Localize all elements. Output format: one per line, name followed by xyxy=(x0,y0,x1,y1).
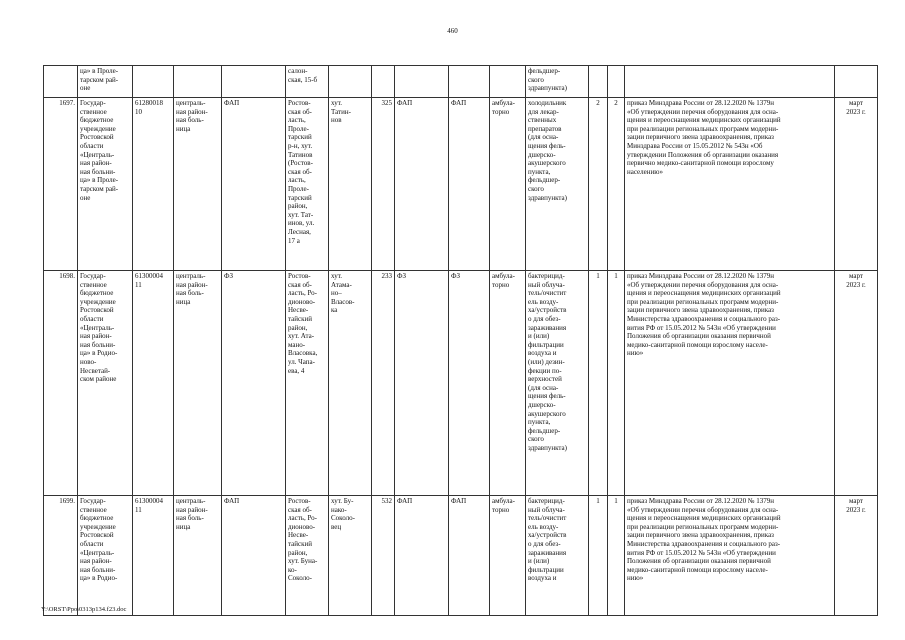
division-name-cell: централь- ная район- ная боль- ница xyxy=(174,98,222,271)
quantity-required-cell xyxy=(589,66,608,98)
division-name-cell: централь- ная район- ная боль- ница xyxy=(174,271,222,496)
population-count-cell xyxy=(372,66,395,98)
population-count-cell: 532 xyxy=(372,496,395,616)
table-row xyxy=(44,271,878,496)
institution-code-cell: 61280018 10 xyxy=(133,98,174,271)
institution-name-cell: ца» в Проле- тарском рай- оне xyxy=(78,66,133,98)
facility-address-cell: Ростов- ская об- ласть, Ро- дионово- Несве- тайский район, хут. Ата- мано- Власовка, ул. Чапа- ева, 4 xyxy=(286,271,329,496)
row-number-cell xyxy=(44,66,78,98)
row-number-cell: 1698. xyxy=(44,271,78,496)
legal-basis-cell: приказ Минздрава России от 28.12.2020 № 1379н «Об утверждении перечня оборудования для осна- щения и переоснащения медицинских организаций при реализации региональных программ модерни- зации первичного звена здравоохранения, приказ Министерства здравоохранения и социального раз- вития РФ от 15.05.2012 № 543н «Об утверждении Положения об организации оказания первичной медико-санитарной помощи взрослому населе- нию» xyxy=(625,271,835,496)
institution-name-cell: Государ- ственное бюджетное учреждение Ростовской области «Централь- ная район- ная больни- ца» в Родио- ново- Несветай- ском районе xyxy=(78,271,133,496)
facility-type-cell xyxy=(222,66,286,98)
legal-basis-cell: приказ Минздрава России от 28.12.2020 № 1379н «Об утверждении перечня оборудования для осна- щения и переоснащения медицинских организаций при реализации региональных программ модерни- зации первичного звена здравоохранения, приказ Министерства здравоохранения и социального раз- вития РФ от 15.05.2012 № 543н «Об утверждении Положения об организации оказания первичной медико-санитарной помощи взрослому населе- нию» xyxy=(625,496,835,616)
care-mode-cell xyxy=(490,66,526,98)
equipment-name-cell: фельдшер- ского здравпункта) xyxy=(526,66,589,98)
quantity-planned-cell: 1 xyxy=(608,271,625,496)
equipment-name-cell: холодильник для лекар- ственных препаратов (для осна- щения фель- дшерско- акушерского пункта, фельдшер- ского здравпункта) xyxy=(526,98,589,271)
legal-basis-cell: приказ Минздрава России от 28.12.2020 № 1379н «Об утверждении перечня оборудования для осна- щения и переоснащения медицинских организаций при реализации региональных программ модерни- зации первичного звена здравоохранения, приказ Минздрава России от 15.05.2012 № 543н «Об утверждении Положения об организации оказания первично медико-санитарной помощи взрослому населению» xyxy=(625,98,835,271)
division-name-cell: централь- ная район- ная боль- ница xyxy=(174,496,222,616)
facility-type-planned-cell: ФЗ xyxy=(449,271,490,496)
facility-type-current-cell xyxy=(395,66,449,98)
facility-type-current-cell: ФАП xyxy=(395,496,449,616)
population-count-cell: 233 xyxy=(372,271,395,496)
quantity-required-cell: 1 xyxy=(589,271,608,496)
footer-file-path: Y:\ORST\Ppo\0313p134.f23.doc xyxy=(41,606,127,613)
population-count-cell: 325 xyxy=(372,98,395,271)
equipment-name-cell: бактерицид- ный облуча- тель/очистит ель возду- ха/устройств о для обез- зараживания и (или) фильтрации воздуха и xyxy=(526,496,589,616)
table-row xyxy=(44,66,878,98)
facility-type-planned-cell: ФАП xyxy=(449,496,490,616)
care-mode-cell: амбула- торно xyxy=(490,98,526,271)
institution-code-cell xyxy=(133,66,174,98)
equipment-name-cell: бактерицид- ный облуча- тель/очистит ель возду- ха/устройств о для обез- зараживания и (или) фильтрации воздуха и (или) дезин- фекции по- верхностей (для осна- щения фель- дшерско- акушерского пункта, фельдшер- ского здравпункта) xyxy=(526,271,589,496)
quantity-required-cell: 2 xyxy=(589,98,608,271)
care-mode-cell: амбула- торно xyxy=(490,271,526,496)
care-mode-cell: амбула- торно xyxy=(490,496,526,616)
quantity-planned-cell: 1 xyxy=(608,496,625,616)
facility-type-current-cell: ФЗ xyxy=(395,271,449,496)
table-row xyxy=(44,496,878,616)
facility-address-cell: салон- ская, 15-б xyxy=(286,66,329,98)
facility-type-planned-cell xyxy=(449,66,490,98)
facility-type-cell: ФАП xyxy=(222,496,286,616)
institution-name-cell: Государ- ственное бюджетное учреждение Ростовской области «Централь- ная район- ная больни- ца» в Проле- тарском рай- оне xyxy=(78,98,133,271)
equipment-table xyxy=(43,65,878,616)
settlement-name-cell: хут. Татин- нов xyxy=(329,98,372,271)
quantity-planned-cell xyxy=(608,66,625,98)
facility-address-cell: Ростов- ская об- ласть, Ро- дионово- Несве- тайский район, хут. Буна- ко- Соколо- xyxy=(286,496,329,616)
settlement-name-cell: хут. Атама- но– Власов- ка xyxy=(329,271,372,496)
delivery-date-cell: март 2023 г. xyxy=(835,496,878,616)
facility-type-cell: ФЗ xyxy=(222,271,286,496)
row-number-cell: 1697. xyxy=(44,98,78,271)
settlement-name-cell xyxy=(329,66,372,98)
row-number-cell: 1699. xyxy=(44,496,78,616)
institution-code-cell: 61300004 11 xyxy=(133,271,174,496)
facility-type-planned-cell: ФАП xyxy=(449,98,490,271)
legal-basis-cell xyxy=(625,66,835,98)
delivery-date-cell xyxy=(835,66,878,98)
facility-type-cell: ФАП xyxy=(222,98,286,271)
division-name-cell xyxy=(174,66,222,98)
institution-code-cell: 61300004 11 xyxy=(133,496,174,616)
settlement-name-cell: хут. Бу- нако- Соколо- вец xyxy=(329,496,372,616)
page-number: 460 xyxy=(447,27,458,35)
institution-name-cell: Государ- ственное бюджетное учреждение Ростовской области «Централь- ная район- ная больни- ца» в Родио- xyxy=(78,496,133,616)
quantity-planned-cell: 2 xyxy=(608,98,625,271)
table-row xyxy=(44,98,878,271)
facility-address-cell: Ростов- ская об- ласть, Проле- тарский р-н, хут. Татинов (Ростов- ская об- ласть, Проле- тарский район, хут. Тат- инов, ул. Лесная, 17 а xyxy=(286,98,329,271)
facility-type-current-cell: ФАП xyxy=(395,98,449,271)
delivery-date-cell: март 2023 г. xyxy=(835,98,878,271)
delivery-date-cell: март 2023 г. xyxy=(835,271,878,496)
quantity-required-cell: 1 xyxy=(589,496,608,616)
